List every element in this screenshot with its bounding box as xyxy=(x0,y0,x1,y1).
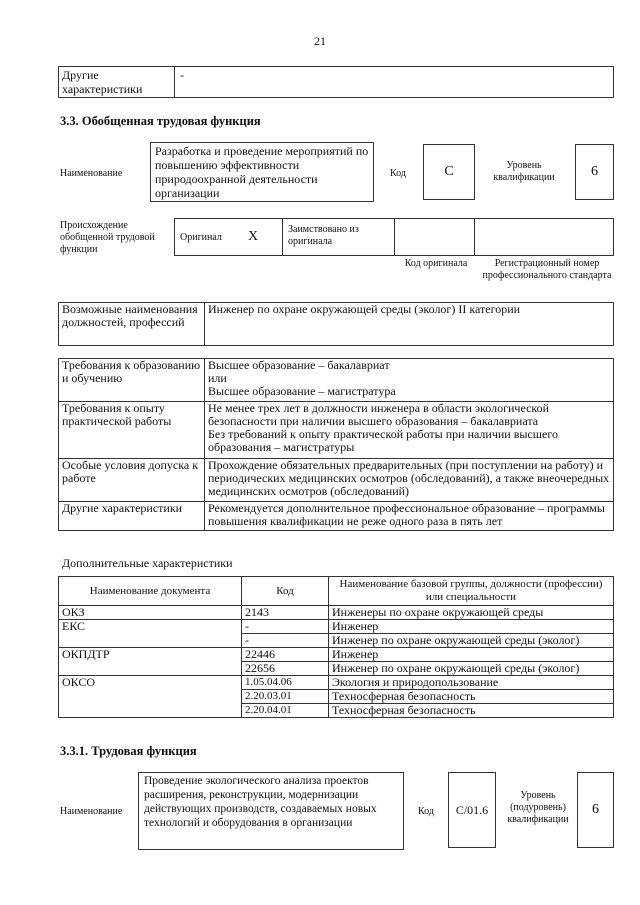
row-code: - xyxy=(242,620,329,634)
row-code: - xyxy=(242,634,329,648)
additional-table xyxy=(58,576,614,718)
tf-level-label: Уровень (подуровень) квалификации xyxy=(507,790,569,825)
additional-title: Дополнительные характеристики xyxy=(62,556,233,570)
tf-name-value: Проведение экологического анализа проектов расширения, реконструкции, модернизации действующих производств, создаваемых новых технологий и оборудования в организации xyxy=(144,775,377,829)
req-education-row xyxy=(59,359,614,402)
req-admission-line: Прохождение обязательных предварительных (при поступлении на работу) и периодических медицинских осмотров (обследований), а также внеочередных медицинских осмотров (обследований) xyxy=(208,458,610,498)
row-doc xyxy=(59,662,242,676)
section-3-3-1-heading: 3.3.1. Трудовая функция xyxy=(60,744,197,758)
row-name: Инженеры по охране окружающей среды xyxy=(329,606,614,620)
req-other-label: Другие характеристики xyxy=(59,502,205,531)
req-experience-label: Требования к опыту практической работы xyxy=(59,402,205,459)
origin-label: Происхождение обобщенной трудовой функции xyxy=(60,220,155,255)
req-admission-row xyxy=(59,459,614,502)
row-doc: ОКСО xyxy=(59,676,242,690)
orig-code-caption: Код оригинала xyxy=(404,258,468,269)
header-code: Код xyxy=(242,577,329,606)
top-other-label: Другие характеристики xyxy=(62,68,143,96)
tf-name-label: Наименование xyxy=(60,806,123,817)
req-experience-line: Не менее трех лет в должности инженера в области экологической безопасности при наличии высшего образования – бакалавриата xyxy=(208,401,550,428)
row-name: Техносферная безопасность xyxy=(329,704,614,718)
original-mark: X xyxy=(248,229,259,244)
header-document: Наименование документа xyxy=(59,577,242,606)
row-name: Инженер xyxy=(329,620,614,634)
header-group-name: Наименование базовой группы, должности (профессии) или специальности xyxy=(329,577,614,606)
table-row xyxy=(59,606,614,620)
table-row xyxy=(59,704,614,718)
table-row xyxy=(59,676,614,690)
row-doc: ОКПДТР xyxy=(59,648,242,662)
table-row xyxy=(59,634,614,648)
requirements-table xyxy=(58,358,614,531)
req-experience-line: Без требований к опыту практической работы при наличии высшего образования – магистратуры xyxy=(208,427,558,454)
origin-divider-3 xyxy=(474,218,475,256)
table-row xyxy=(59,620,614,634)
table-row xyxy=(59,690,614,704)
row-name: Экология и природопользование xyxy=(329,676,614,690)
req-education-line: Высшее образование – бакалавриат xyxy=(208,358,390,372)
row-name: Техносферная безопасность xyxy=(329,690,614,704)
req-admission-label: Особые условия допуска к работе xyxy=(59,459,205,502)
req-admission-value xyxy=(205,459,614,502)
gtf-code-value: C xyxy=(444,164,454,179)
additional-header-row xyxy=(59,577,614,606)
row-code: 1.05.04.06 xyxy=(242,676,329,690)
row-doc xyxy=(59,704,242,718)
row-code: 2.20.03.01 xyxy=(242,690,329,704)
req-experience-value xyxy=(205,402,614,459)
row-name: Инженер по охране окружающей среды (эколог) xyxy=(329,634,614,648)
positions-value: Инженер по охране окружающей среды (эколог) II категории xyxy=(205,303,614,346)
origin-divider-1 xyxy=(282,218,283,256)
table-row xyxy=(59,648,614,662)
tf-code-value: C/01.6 xyxy=(455,803,489,817)
req-other-line: Рекомендуется дополнительное профессиональное образование – программы повышения квалификации не реже одного раза в пять лет xyxy=(208,501,605,528)
gtf-name-label: Наименование xyxy=(60,168,123,179)
top-other-value: - xyxy=(180,68,184,82)
row-name: Инженер по охране окружающей среды (эколог) xyxy=(329,662,614,676)
positions-table xyxy=(58,302,614,346)
req-education-value xyxy=(205,359,614,402)
req-experience-row xyxy=(59,402,614,459)
req-education-label: Требования к образованию и обучению xyxy=(59,359,205,402)
gtf-code-label: Код xyxy=(390,168,406,179)
row-code: 22446 xyxy=(242,648,329,662)
gtf-level-label: Уровень квалификации xyxy=(493,160,555,183)
origin-divider-2 xyxy=(394,218,395,256)
positions-label: Возможные наименования должностей, профессий xyxy=(59,303,205,346)
gtf-name-value: Разработка и проведение мероприятий по повышению эффективности природоохранной деятельности организации xyxy=(155,144,369,200)
tf-level-value: 6 xyxy=(592,802,599,817)
req-education-line: Высшее образование – магистратура xyxy=(208,384,396,398)
row-doc xyxy=(59,690,242,704)
req-other-value xyxy=(205,502,614,531)
borrowed-label: Заимствовано из оригинала xyxy=(288,224,359,247)
req-education-line: или xyxy=(208,371,227,385)
top-divider xyxy=(174,66,175,98)
reg-number-caption: Регистрационный номер профессионального стандарта xyxy=(482,258,612,281)
row-code: 2143 xyxy=(242,606,329,620)
row-doc xyxy=(59,634,242,648)
original-label: Оригинал xyxy=(180,232,222,243)
gtf-level-value: 6 xyxy=(591,164,598,179)
row-doc: ЕКС xyxy=(59,620,242,634)
row-doc: ОКЗ xyxy=(59,606,242,620)
table-row xyxy=(59,662,614,676)
section-3-3-heading: 3.3. Обобщенная трудовая функция xyxy=(60,114,261,128)
row-name: Инженер xyxy=(329,648,614,662)
page-number: 21 xyxy=(314,34,326,48)
req-other-row xyxy=(59,502,614,531)
tf-code-label: Код xyxy=(418,806,434,817)
row-code: 22656 xyxy=(242,662,329,676)
row-code: 2.20.04.01 xyxy=(242,704,329,718)
